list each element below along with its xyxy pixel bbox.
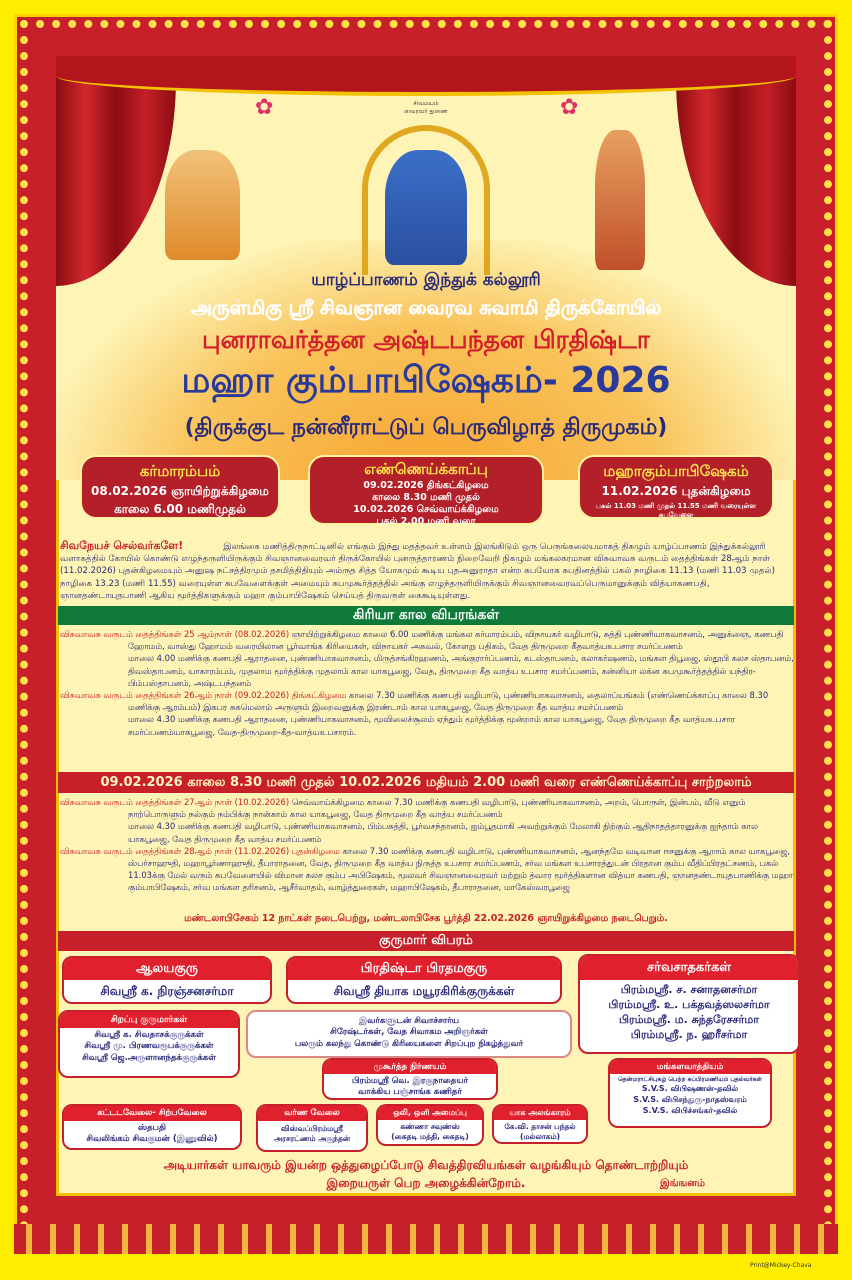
priests-header: குருமார் விபரம்: [58, 931, 794, 951]
event-heading: எண்ணெய்க்காப்பு: [364, 460, 488, 478]
alaya-guru-card: ஆலயகுரு சிவஸ்ரீ க. நிரஞ்சனசர்மா: [62, 956, 272, 1004]
yaga-decoration-card: யாக அலங்காரம் கே.வி. தாசன் பந்தல் (மல்லாகம்): [492, 1104, 588, 1144]
muhurtha-card: முகூர்த்த நிர்ணயம் பிரம்மஸ்ரீ வெ. இரகுநாதையர் வாக்கிய பஞ்சாங்க கணிதர்: [322, 1058, 498, 1100]
event-line: பகல் 2.00 மணி வரை: [376, 516, 476, 527]
signatory: யாழ்ப்பாணம் இந்துக் கல்லூரிச்சமூகம்: [590, 1199, 779, 1212]
intro-text: இலங்கை மணித்திருநாட்டினில் எங்கும் இந்து மதத்தவர் உள்ளம் இலங்கிடும் ஒரு பெருங்கலையமாகத் திகழும் யாழ்ப்பாணம் இந்துக்கல்லூரி வளாகத்தில் கோயில் கொண்டு எழுந்தருளியிருக்கும் சிவஞானவைரவர் திருக்கோயில் புனருத்தாரணம் நிறைவேறி நிகழும் மங்கலகரமான விசுவாவசு வருடம் தைத்திங்கள் 28ஆம் நாள் (11.02.2026) புதன்கிழமையும் அனுஷ நட்சத்திரமும் தசமித்திதியும் அம்ருத சித்த யோகமும் கூடிய புதஅனுராதா என்ற சுபயோக சுபதினத்தில் பகல் நாழிகை 11.13 (மணி 11.03 முதல்) நாழிகை 13.23 (மணி 11.55) வரையுள்ள சுபவேளைக்குள் அமையும் சுபமுகூர்த்தத்தில் அங்கு எழுந்தருளியிருக்கும் சிவஞானவைரவப்பெருமானுக்கும் வித்யாகணபதி, ஞானதண்டாயுதபாணி ஆகிய மூர்த்திகளுக்கும் மஹா கும்பாபிஷேகம் செய்யத் திருவருள் கைகூடியுள்ளது.: [60, 542, 775, 601]
mandala-abhishekam-note: மண்டலாபிசேகம் 12 நாட்கள் நடைபெற்று, மண்டலாபிசேக பூர்த்தி 22.02.2026 ஞாயிறுக்கிழமை நடைபெறும்.: [184, 913, 668, 924]
event-ennaikkappu: [308, 455, 544, 525]
oil-anointing-banner: 09.02.2026 காலை 8.30 மணி முதல் 10.02.2026 மதியம் 2.00 மணி வரை எண்ணெய்க்காப்பு சாற்றலாம்: [58, 772, 794, 793]
schedule-item: விசுவாவசு வருடம் தைத்திங்கள் 25 ஆம்நாள் (08.02.2026) ஞாயிற்றுக்கிழமை காலை 6.00 மணிக்கு மங்கல கர்மாரம்பம், விநாயகர் வழிபாடு, சுத்தி புண்ணியாகவாசனம், அனுக்ஞை, கணபதி ஹோமம், வாஸ்து ஹோமம் வரையிலான பூர்வாங்க கிரியைகள், விநாயகர் அகவல், கோளறு பதிகம், வேத திருமுறை கீதவாத்யஉபசார சமர்ப்பணம்: [60, 629, 784, 652]
footer-quote: "மேன்மை கொள் சைவ நீதி விளங்குக உலகமெல்லாம்": [280, 1203, 455, 1211]
bottom-ornament-band: [14, 1224, 838, 1254]
event-line: 08.02.2026 ஞாயிற்றுக்கிழமை: [91, 484, 269, 498]
vairavar-deity-image: [385, 150, 467, 265]
schedule-item: விசுவாவசு வருடம் தைத்திங்கள் 26ஆம் நாள் (09.02.2026) திங்கட்கிழமை காலை 7.30 மணிக்கு கணபதி வழிபாடு, புண்ணியாகவாசனம், தைலாப்யங்கம் (எண்ணெய்க்காப்பு காலை 8.30 மணிக்கு ஆரம்பம்) இகபர சுகமெலாம் அருளும் இறைவனுக்கு இரண்டாம் கால யாகபூஜை, வேத திருமுறை கீத வாத்ய சமர்ப்பணம்: [60, 690, 769, 713]
pratishta-guru-card: பிரதிஷ்டா பிரதமகுரு சிவஸ்ரீ தியாக மயூரகிரிக்குருக்கள்: [286, 956, 562, 1004]
other-priests-card: இவர்களுடன் சிவாச்சார்ய சிரேஷ்டர்கள், வேத சிவாகம அறிஞர்கள் பலரும் கலந்து கொண்டு கிரியைகளை சிறப்புற நிகழ்த்துவர்: [246, 1010, 572, 1058]
event-title: மஹா கும்பாபிஷேகம்- 2026: [181, 360, 671, 401]
event-mahakumbabishekam: [578, 455, 774, 519]
sound-light-card: ஒலி, ஒளி அமைப்பு கண்ணா சவுண்ஸ் (கைதடி மத்தி, கைதடி): [376, 1104, 484, 1146]
schedule-item: விசுவாவசு வருடம் தைத்திங்கள் 27ஆம் நாள் (10.02.2026) செவ்வாய்க்கிழமை காலை 7.30 மணிக்கு கணபதி வழிபாடு, புண்ணியாகவாசனம், அறம், பொருள், இன்பம், வீடு எனும் நாற்பொருளும் நல்கும் நம்பிக்கு நான்காம் கால யாகபூஜை, வேத திருமுறை கீத வாத்ய சமர்ப்பணம்: [60, 797, 746, 820]
temple-name: அருள்மிகு ஸ்ரீ சிவஞான வைரவ சுவாமி திருக்கோயில்: [190, 297, 662, 319]
print-credit: Print@Mickey-Chava: [750, 1262, 812, 1269]
flower-icon: ✿: [560, 95, 579, 120]
sculpture-card: கட்டடவேலை- சிற்பவேலை ஸ்தபதி சிவலிங்கம் சிவகுமன் (இணுவில்): [62, 1104, 242, 1150]
schedule-day1-2: [60, 628, 794, 738]
painting-card: வர்ண வேலை விஸ்வப்பிரம்மஸ்ரீ அரசரட்ணம் அகுந்தன்: [256, 1104, 368, 1152]
kriya-header: கிரியா கால விபரங்கள்: [58, 606, 794, 625]
top-blessing: வைரவர் துணை: [404, 108, 448, 115]
schedule-item: மாலை 4.30 மணிக்கு கணபதி வழிபாடு, புண்ணியாகவாசனம், பிம்பசுத்தி, பூர்வசந்தானம், ஐம்பூதமாகி அவற்றுக்கும் மேலாகி நிற்கும் ஆதிநாதத்தாரனுக்கு ஐந்தாம் கால யாகபூஜை, வேத திருமுறை கீத வாத்ய சமர்ப்பணம்: [128, 821, 758, 844]
schedule-item: மாலை 4.00 மணிக்கு கணபதி ஆராதனை, புண்ணியாகவாசனம், மிருத்சங்கிரஹணம், அங்குரார்ப்பணம், கடஸ்தாபனம், கலாகர்ஷணம், மங்கள திபூஜை, ஸ்தூபி கலச ஸ்தாபனம், திவஸ்தாபனம், யாகாரம்பம், முதலாம மூர்த்திக்கு முதலாம் கால யாகபூஜை, வேத, திருமுறை கீத வாத்ய உபசார சமர்ப்பணம், கன்னியா லக்ன சுபமுகூர்த்தத்தில் யந்திர- பிம்பஸ்தாபனம், அஷ்டபந்தனம்: [128, 653, 794, 688]
schedule-item: விசுவாவசு வருடம் தைத்திங்கள் 28ஆம் நாள் (11.02.2026) புதன்கிழமை காலை 7.30 மணிக்கு கணபதி வழிபாடு, புண்ணியாகவாசனம், ஆனந்தமே வடிவான ஈசனுக்கு ஆறாம் கால யாகபூஜை, ஸ்பர்சாஹுதி, மஹாபூர்ணாஹுதி, தீபாராதனை, வேத, திருமுறை கீத வாத்ய நிருத்த உபசார சமர்ப்பணம், சர்வ மங்கள உபசாரத்துடன் பிரதான கும்ப வீதிப்பிரதட்சணம், பகல் 11.03க்கு மேல் வரும் சுபவேளையில் விமான கலச கும்ப அபிஷேகம், மூலவர் சிவஞானவைரவர் மற்றும் த்வார மூர்த்திகளான வித்யா கணபதி, ஞானதண்டாயுதபாணிக்கு மஹா கும்பாபிஷேகம், சர்வ மங்கள தரிசனம், ஆசீர்வாதம், வாழ்த்துரைகள், மஹாபிஷேகம், தீபாராதனை, மாகேஸ்வரபூஜை: [60, 845, 794, 893]
event-tagline: (திருக்குட நன்னீராட்டுப் பெருவிழாத் திருமுகம்): [184, 415, 668, 440]
college-name: யாழ்ப்பாணம் இந்துக் கல்லூரி: [311, 270, 541, 290]
top-blessing: சிவமயம்: [413, 100, 439, 107]
event-heading: கர்மாரம்பம்: [139, 462, 221, 480]
event-line: காலை 6.00 மணிமுதல்: [114, 502, 246, 516]
invitation-line-2: இறையருள் பெற அழைக்கின்றோம்.: [326, 1176, 526, 1190]
curtain-valance: [56, 56, 796, 96]
special-priests-card: சிறப்பு குருமார்கள் சிவஸ்ரீ க. சிவதாசக்குருக்கள் சிவஸ்ரீ மு. பிரணவரூபக்குருக்கள் சிவஸ்ரீ ஜெ.அருளானந்தக்குருக்கள்: [58, 1010, 240, 1078]
event-line: 10.02.2026 செவ்வாய்க்கிழமை: [353, 504, 499, 515]
intro-greeting: சிவநேயச் செல்வர்களே!: [60, 539, 184, 552]
event-heading: மஹாகும்பாபிஷேகம்: [603, 462, 749, 480]
event-line: 09.02.2026 திங்கட்கிழமை: [363, 480, 489, 491]
invitation-line-1: அடியார்கள் யாவரும் இயன்ற ஒத்துழைப்போடு சிவத்திரவியங்கள் வழங்கியும் தொண்டாற்றியும்: [163, 1158, 689, 1172]
flower-icon: ✿: [255, 95, 274, 120]
schedule-item: மாலை 4.30 மணிக்கு கணபதி ஆராதனை, புண்ணியாகவாசனம், மூவிலைச்சூலம் ஏந்தும் மூர்த்திக்கு மூன்றாம் கால யாகபூஜை, வேத திருமுறை கீத வாத்யஉபசார சமர்ப்பணம்யாகபூஜை, வேத-திருமுறை-கீத-வாத்யஉபசாரம்.: [128, 714, 735, 737]
ingnanam-label: இங்ஙனம்: [660, 1178, 705, 1189]
ganesha-deity-image: [165, 150, 240, 260]
event-line: காலை 8.30 மணி முதல்: [372, 492, 480, 503]
schedule-day3-4: [60, 796, 794, 894]
murugan-deity-image: [595, 130, 645, 270]
event-line: பகல் 11.03 மணி முதல் 11.55 மணி வரையுள்ள சுபவேளை: [595, 502, 757, 519]
event-karmarambam: [80, 455, 280, 519]
event-line: 11.02.2026 புதன்கிழமை: [601, 484, 751, 498]
mangala-vadhyam-card: மங்களவாத்தியம் தென்மராட்சிபுகழ் பெற்ற சுப்பிரமணியம் புதல்வர்கள் S.V.S. விபிஷணன்-தவில் S.V.S. விபிசந்துரு-நாதஸ்வரம் S.V.S. விபிச்சங்கர்-தவில்: [608, 1058, 772, 1128]
event-subtitle: புனராவர்த்தன அஷ்டபந்தன பிரதிஷ்டா: [202, 325, 650, 354]
intro-paragraph: [60, 540, 794, 602]
sarvasadhakar-card: சர்வசாதகர்கள் பிரம்மஸ்ரீ. ச. சனாதனசர்மா பிரம்மஸ்ரீ. உ. பக்தவத்ஸலசர்மா பிரம்மஸ்ரீ. ம. சுந்தரேசசர்மா பிரம்மஸ்ரீ. ந. ஹரீசர்மா: [578, 954, 800, 1054]
footer-place: யாழ்ப்பாணம்: [66, 1200, 129, 1211]
